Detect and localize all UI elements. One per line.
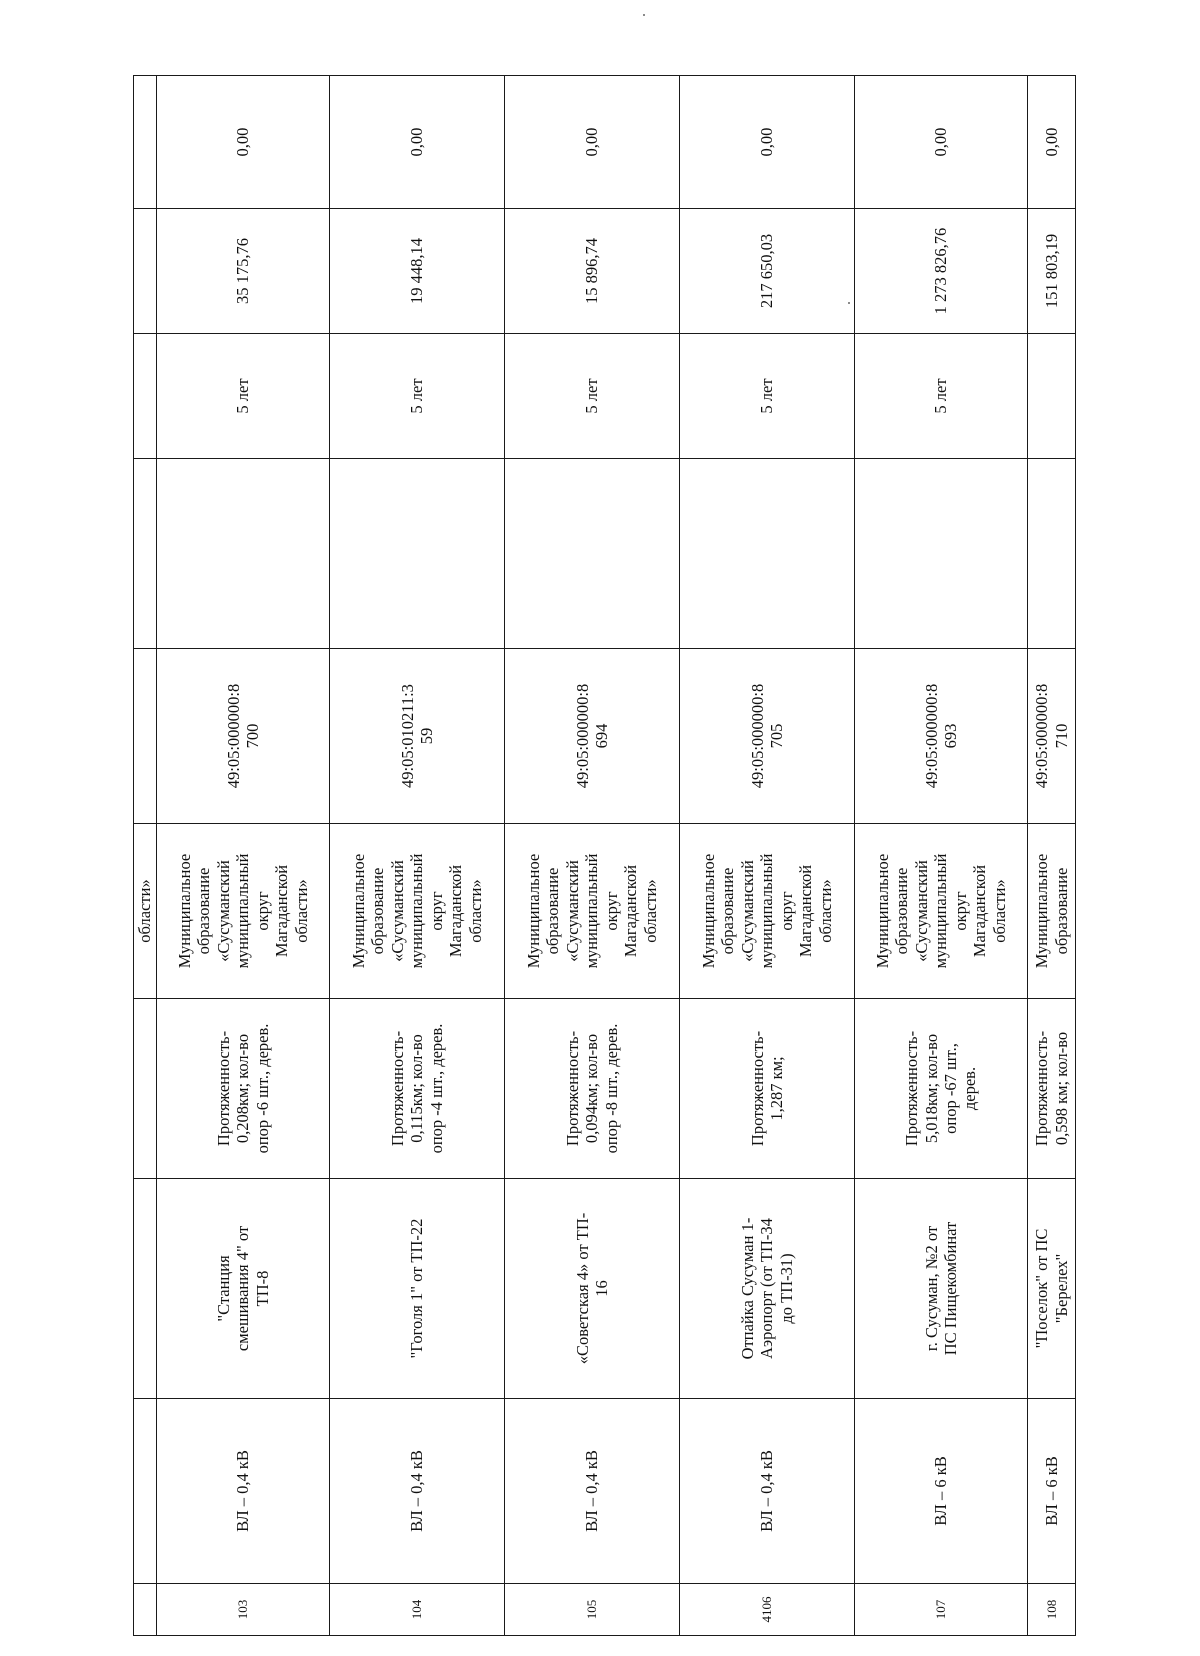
scan-speck — [848, 302, 850, 304]
residual-value: 0,00 — [157, 76, 330, 209]
header-cell — [134, 649, 157, 824]
cadastral-number: 49:05:000000:8 694 — [505, 649, 680, 824]
header-row — [134, 76, 157, 1636]
empty-cell — [1028, 459, 1076, 649]
cadastral-number: 49:05:000000:8 705 — [680, 649, 855, 824]
term — [1028, 334, 1076, 459]
cadastral-number: 49:05:000000:8 710 — [1028, 649, 1076, 824]
cost-value: 217 650,03 — [680, 209, 855, 334]
residual-value: 0,00 — [855, 76, 1028, 209]
cost-value: 19 448,14 — [330, 209, 505, 334]
cost-value: 1 273 826,76 — [855, 209, 1028, 334]
empty-cell — [855, 459, 1028, 649]
line-spec: Протяженность- 0,094км; кол-во опор -8 шт., дерев. — [505, 999, 680, 1179]
cost-value: 15 896,74 — [505, 209, 680, 334]
line-spec: Протяженность- 5,018км; кол-во опор -67 шт., дерев. — [855, 999, 1028, 1179]
table-row — [505, 76, 680, 1636]
rotated-table-wrapper — [133, 76, 1076, 1636]
scan-speck — [643, 14, 645, 16]
term: 5 лет — [157, 334, 330, 459]
line-name: "Гоголя 1" от ТП-22 — [330, 1179, 505, 1399]
line-name: г. Сусуман, №2 от ПС Пищекомбинат — [855, 1179, 1028, 1399]
header-cell — [134, 999, 157, 1179]
table-row — [1028, 76, 1076, 1636]
owner: Муниципальное образование «Сусуманский муниципальный округ Магаданской области» — [680, 824, 855, 999]
header-cell — [134, 76, 157, 209]
owner: Муниципальное образование — [1028, 824, 1076, 999]
empty-cell — [330, 459, 505, 649]
owner: Муниципальное образование «Сусуманский муниципальный округ Магаданской области» — [855, 824, 1028, 999]
header-cell — [134, 1179, 157, 1399]
line-spec: Протяженность- 0,115км; кол-во опор -4 шт., дерев. — [330, 999, 505, 1179]
row-number: 104 — [330, 1584, 505, 1636]
owner: Муниципальное образование «Сусуманский муниципальный округ Магаданской области» — [157, 824, 330, 999]
table-row — [855, 76, 1028, 1636]
residual-value: 0,00 — [680, 76, 855, 209]
residual-value: 0,00 — [330, 76, 505, 209]
cadastral-number: 49:05:010211:3 59 — [330, 649, 505, 824]
line-spec: Протяженность- 1,287 км; — [680, 999, 855, 1179]
header-cell — [134, 459, 157, 649]
cadastral-number: 49:05:000000:8 700 — [157, 649, 330, 824]
row-number: 108 — [1028, 1584, 1076, 1636]
line-name: «Советская 4» от ТП- 16 — [505, 1179, 680, 1399]
line-name: "Поселок" от ПС "Берелех" — [1028, 1179, 1076, 1399]
line-type: ВЛ – 0,4 кВ — [157, 1399, 330, 1584]
residual-value: 0,00 — [1028, 76, 1076, 209]
line-type: ВЛ – 0,4 кВ — [330, 1399, 505, 1584]
registry-table — [133, 75, 1076, 1636]
row-number: 103 — [157, 1584, 330, 1636]
table-row — [680, 76, 855, 1636]
empty-cell — [157, 459, 330, 649]
table-row — [330, 76, 505, 1636]
cost-value: 35 175,76 — [157, 209, 330, 334]
line-type: ВЛ – 0,4 кВ — [680, 1399, 855, 1584]
table-row — [157, 76, 330, 1636]
cadastral-number: 49:05:000000:8 693 — [855, 649, 1028, 824]
residual-value: 0,00 — [505, 76, 680, 209]
row-number: 107 — [855, 1584, 1028, 1636]
term: 5 лет — [680, 334, 855, 459]
term: 5 лет — [505, 334, 680, 459]
owner: Муниципальное образование «Сусуманский муниципальный округ Магаданской области» — [505, 824, 680, 999]
row-number: 4106 — [680, 1584, 855, 1636]
line-type: ВЛ – 6 кВ — [1028, 1399, 1076, 1584]
row-number: 105 — [505, 1584, 680, 1636]
header-cell — [134, 1399, 157, 1584]
line-name: "Станция смешивания 4" от ТП-8 — [157, 1179, 330, 1399]
empty-cell — [505, 459, 680, 649]
header-cell — [134, 334, 157, 459]
header-cell — [134, 1584, 157, 1636]
line-spec: Протяженность- 0,208км; кол-во опор -6 шт., дерев. — [157, 999, 330, 1179]
line-name: Отпайка Сусуман 1- Аэропорт (от ТП-34 до ТП-31) — [680, 1179, 855, 1399]
header-cell-region: области» — [134, 824, 157, 999]
cost-value: 151 803,19 — [1028, 209, 1076, 334]
line-spec: Протяженность- 0,598 км; кол-во — [1028, 999, 1076, 1179]
header-cell — [134, 209, 157, 334]
term: 5 лет — [330, 334, 505, 459]
line-type: ВЛ – 0,4 кВ — [505, 1399, 680, 1584]
term: 5 лет — [855, 334, 1028, 459]
empty-cell — [680, 459, 855, 649]
owner: Муниципальное образование «Сусуманский муниципальный округ Магаданской области» — [330, 824, 505, 999]
line-type: ВЛ – 6 кВ — [855, 1399, 1028, 1584]
